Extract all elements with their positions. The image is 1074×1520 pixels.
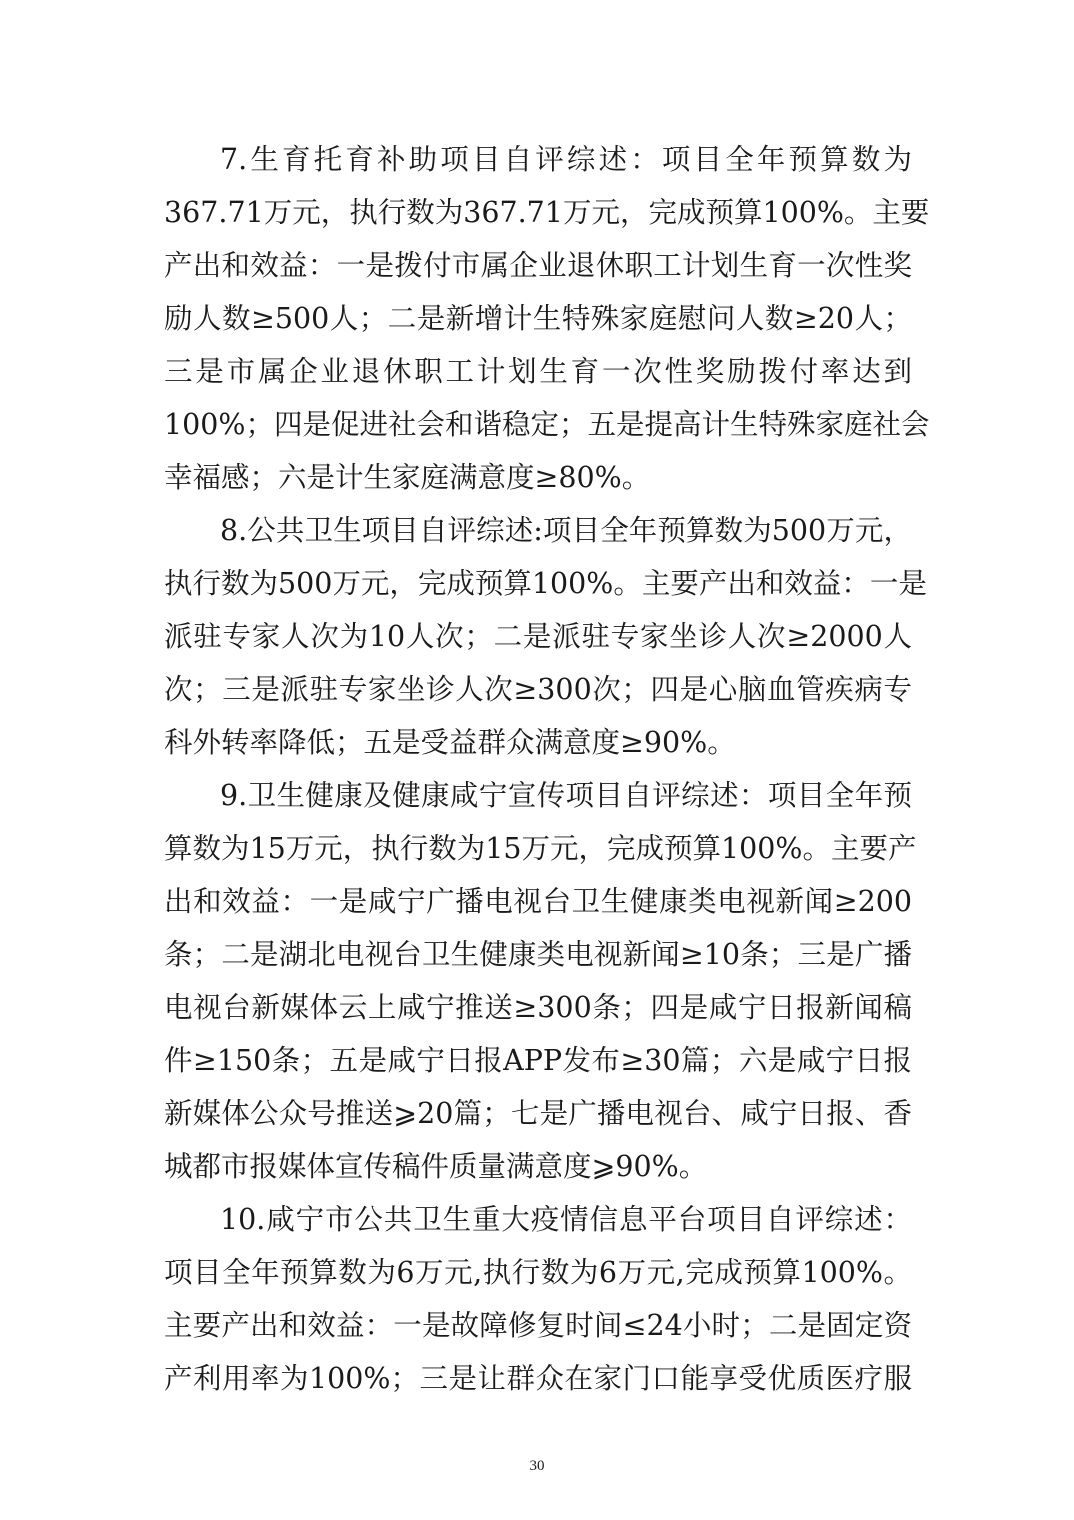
paragraph-7-line-4: 励人数≥500人；二是新增计生特殊家庭慰问人数≥20人； — [164, 302, 912, 335]
paragraph-10-line-4: 产利用率为100%；三是让群众在家门口能享受优质医疗服 — [164, 1362, 912, 1395]
paragraph-7-line-2: 367.71万元，执行数为367.71万元，完成预算100%。主要 — [164, 196, 930, 229]
paragraph-8-line-1: 8.公共卫生项目自评综述:项目全年预算数为500万元， — [220, 514, 912, 547]
paragraph-10-line-2: 项目全年预算数为6万元,执行数为6万元,完成预算100%。 — [164, 1256, 912, 1289]
paragraph-10-line-3: 主要产出和效益：一是故障修复时间≤24小时；二是固定资 — [164, 1309, 912, 1342]
paragraph-9-line-3: 出和效益：一是咸宁广播电视台卫生健康类电视新闻≥200 — [164, 885, 912, 918]
paragraph-8-line-3: 派驻专家人次为10人次；二是派驻专家坐诊人次≥2000人 — [164, 620, 912, 653]
paragraph-9-line-6: 件≥150条；五是咸宁日报APP发布≥30篇；六是咸宁日报 — [164, 1044, 912, 1077]
paragraph-7-line-3: 产出和效益：一是拨付市属企业退休职工计划生育一次性奖 — [164, 249, 912, 282]
paragraph-9-line-5: 电视台新媒体云上咸宁推送≥300条；四是咸宁日报新闻稿 — [164, 991, 912, 1024]
paragraph-7-line-5: 三是市属企业退休职工计划生育一次性奖励拨付率达到 — [164, 355, 912, 388]
paragraph-10-line-1: 10.咸宁市公共卫生重大疫情信息平台项目自评综述： — [220, 1203, 912, 1236]
paragraph-7-line-6: 100%；四是促进社会和谐稳定；五是提高计生特殊家庭社会 — [164, 408, 930, 441]
paragraph-9-line-1: 9.卫生健康及健康咸宁宣传项目自评综述：项目全年预 — [220, 779, 912, 812]
paragraph-9-line-4: 条；二是湖北电视台卫生健康类电视新闻≥10条；三是广播 — [164, 938, 912, 971]
paragraph-7-line-7: 幸福感；六是计生家庭满意度≥80%。 — [164, 461, 651, 494]
page-number: 30 — [529, 1458, 545, 1474]
paragraph-9-line-7: 新媒体公众号推送⩾20篇；七是广播电视台、咸宁日报、香 — [164, 1097, 912, 1130]
paragraph-8-line-5: 科外转率降低；五是受益群众满意度≥90%。 — [164, 726, 736, 759]
paragraph-8-line-2: 执行数为500万元，完成预算100%。主要产出和效益：一是 — [164, 567, 927, 600]
paragraph-8-line-4: 次；三是派驻专家坐诊人次≥300次；四是心脑血管疾病专 — [164, 673, 912, 706]
paragraph-7-line-1: 7.生育托育补助项目自评综述：项目全年预算数为 — [220, 143, 912, 176]
paragraph-9-line-8: 城都市报媒体宣传稿件质量满意度⩾90%。 — [164, 1150, 708, 1183]
paragraph-9-line-2: 算数为15万元，执行数为15万元，完成预算100%。主要产 — [164, 832, 917, 865]
